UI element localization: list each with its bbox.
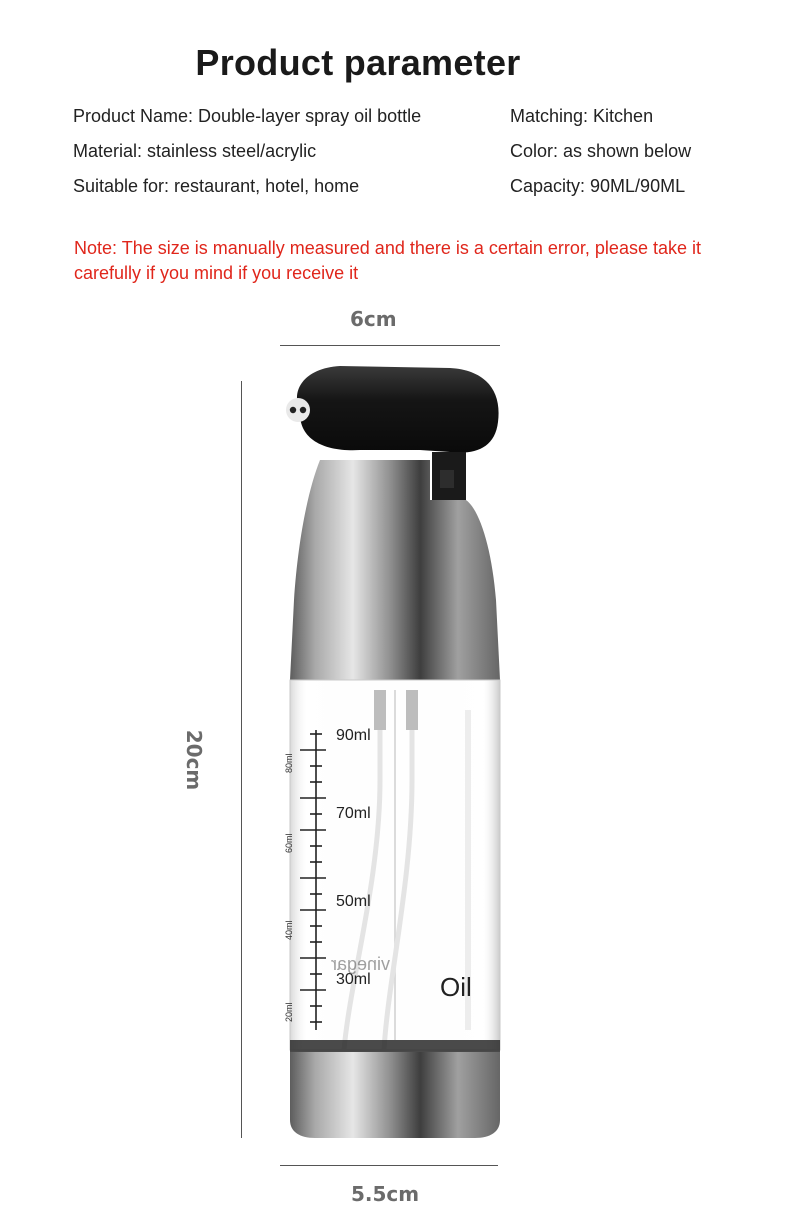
page-title: Product parameter (195, 42, 521, 83)
spec-product-name: Product Name: Double-layer spray oil bottle (73, 106, 422, 126)
steel-shoulder (290, 460, 500, 680)
minor-label-20: 20ml (284, 1002, 294, 1022)
minor-label-80: 80ml (284, 753, 294, 773)
top-width-label: 6cm (350, 307, 397, 331)
spec-color: Color: as shown below (510, 141, 692, 161)
spec-matching: Matching: Kitchen (510, 106, 654, 126)
oil-label: Oil (440, 972, 472, 1002)
scale-label-90: 90ml (336, 727, 371, 744)
scale-label-30: 30ml (336, 971, 371, 988)
mirrored-vinegar-label: vinegar (330, 954, 390, 974)
spec-material: Material: stainless steel/acrylic (73, 141, 317, 161)
size-note: Note: The size is manually measured and there is a certain error, please take it carefully if you mind if you receive it (74, 238, 701, 283)
scale-label-70: 70ml (336, 805, 371, 822)
top-width-line (280, 345, 500, 346)
height-line (241, 381, 242, 1138)
spec-suitable-for: Suitable for: restaurant, hotel, home (73, 176, 360, 196)
bottom-width-label: 5.5cm (351, 1182, 420, 1206)
height-label: 20cm (182, 729, 206, 791)
minor-label-40: 40ml (284, 920, 294, 940)
scale-label-50: 50ml (336, 893, 371, 910)
oil-bottle-image (270, 360, 510, 1140)
minor-label-60: 60ml (284, 833, 294, 853)
spec-capacity: Capacity: 90ML/90ML (510, 176, 686, 196)
steel-base (290, 1052, 500, 1138)
bottom-width-line (280, 1165, 498, 1166)
